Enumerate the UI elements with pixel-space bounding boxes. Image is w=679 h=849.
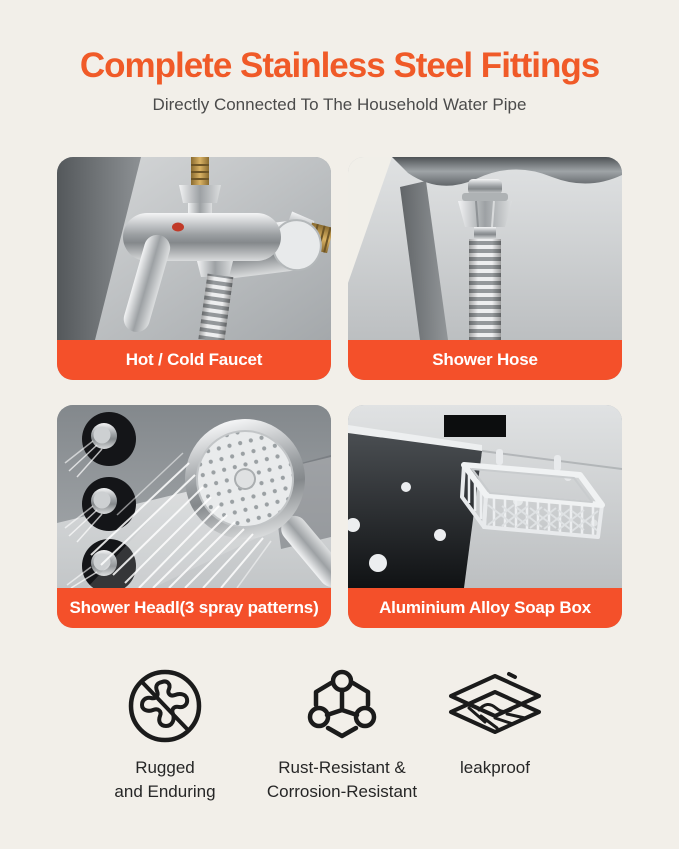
faucet-illustration bbox=[57, 157, 331, 340]
header bbox=[0, 0, 679, 115]
tile-label-bar bbox=[348, 340, 622, 380]
feature-label-line: Rugged bbox=[135, 758, 195, 777]
tile-label: Aluminium Alloy Soap Box bbox=[379, 598, 591, 617]
fittings-grid bbox=[57, 157, 622, 628]
feature-rugged bbox=[80, 666, 250, 804]
shower-head-illustration bbox=[57, 405, 331, 588]
feature-label bbox=[460, 756, 530, 780]
leakproof-icon bbox=[443, 666, 547, 746]
tile-label-bar bbox=[348, 588, 622, 628]
tile-label-bar bbox=[57, 588, 331, 628]
tile-label: Hot / Cold Faucet bbox=[125, 350, 263, 369]
feature-rust-resistant bbox=[247, 666, 437, 804]
hose-illustration bbox=[348, 157, 622, 340]
tile-label: Shower Hose bbox=[432, 350, 538, 369]
shower-hose-photo bbox=[348, 157, 622, 340]
rugged-icon bbox=[125, 666, 205, 746]
features-row bbox=[0, 666, 679, 804]
tile-hot-cold-faucet bbox=[57, 157, 331, 380]
feature-label-line: Corrosion-Resistant bbox=[266, 782, 418, 801]
hot-cold-faucet-photo bbox=[57, 157, 331, 340]
tile-label-bar bbox=[57, 340, 331, 380]
tile-label: Shower Headl(3 spray patterns) bbox=[69, 598, 319, 617]
tile-shower-hose bbox=[348, 157, 622, 380]
page-title: Complete Stainless Steel Fittings bbox=[79, 46, 600, 85]
feature-label bbox=[267, 756, 417, 804]
feature-label-line: Rust-Resistant & bbox=[278, 758, 406, 777]
feature-label bbox=[114, 756, 215, 804]
soap-box-photo bbox=[348, 405, 622, 588]
tile-soap-box bbox=[348, 405, 622, 628]
tile-shower-head bbox=[57, 405, 331, 628]
feature-leakproof bbox=[425, 666, 565, 804]
feature-label-line: and Enduring bbox=[114, 782, 216, 801]
feature-label-line: leakproof bbox=[460, 758, 530, 777]
molecule-icon bbox=[302, 666, 382, 746]
page-subtitle: Directly Connected To The Household Water Pipe bbox=[152, 95, 527, 114]
shower-head-photo bbox=[57, 405, 331, 588]
soap-box-illustration bbox=[348, 405, 622, 588]
